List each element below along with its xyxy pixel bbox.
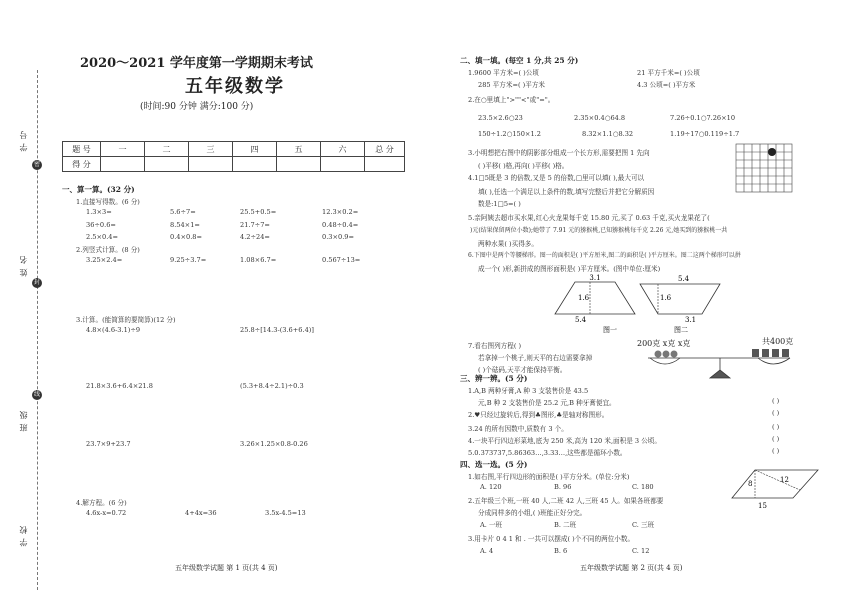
judge-item: 3.24 的所有因数中,质数有 3 个。	[468, 425, 568, 433]
fill-item: ( )平移( )格,再向( )平移( )格。	[478, 162, 569, 170]
score-header-5: 五	[277, 142, 321, 157]
fill-item: 填( ),任选一个满足以上条件的数,填写完整后并把它分解质因	[478, 188, 655, 196]
label-xingming: 姓 名	[19, 255, 28, 277]
fill-item: 7.看右图列方程( )	[468, 342, 522, 350]
parallelogram-figure	[730, 466, 820, 510]
score-header-2: 二	[145, 142, 189, 157]
fill-item: 若拿掉一个桃子,则天平的右边需要拿掉	[478, 354, 593, 362]
calc-item: 12.3×0.2=	[322, 208, 359, 216]
exam-title: 2020～2021 学年度第一学期期末考试	[80, 56, 313, 71]
para-b: 12	[780, 476, 789, 484]
choice-option[interactable]: B. 96	[554, 483, 572, 491]
score-header-0: 题 号	[63, 142, 101, 157]
calc-item: 0.4×0.8=	[170, 233, 203, 241]
balance-scale	[640, 348, 800, 380]
calc-expr: 21.8×3.6+6.4×21.8	[86, 382, 153, 390]
choice-option[interactable]: A. 一班	[480, 521, 503, 529]
para-c: 15	[758, 502, 767, 510]
vertical-calc-item: 9.25÷3.7=	[170, 256, 207, 264]
para-a: 8	[748, 480, 753, 488]
calc-item: 5.6÷7=	[170, 208, 196, 216]
fig2-label: 图二	[674, 326, 688, 334]
fig2-bottom: 3.1	[685, 316, 697, 324]
section-1-title: 一、算一算。(32 分)	[62, 185, 135, 194]
choice-option[interactable]: A. 4	[480, 547, 494, 555]
seal-xian: 线	[33, 391, 40, 398]
fig1-label: 图一	[603, 326, 617, 334]
equation: 4+4x=36	[185, 509, 217, 517]
calc-expr: 3.26×1.25×0.8-0.26	[240, 440, 308, 448]
choice-item: 3.用卡片 0 4 1 和 . 一共可以摆成( )个不同的两位小数。	[468, 535, 635, 543]
q1-title: 1.直接写得数。(6 分)	[76, 198, 140, 206]
score-header-4: 四	[233, 142, 277, 157]
choice-option[interactable]: A. 120	[480, 483, 502, 491]
fig2-h: 1.6	[660, 294, 672, 302]
calc-item: 4.2÷24=	[240, 233, 270, 241]
answer-blank[interactable]: ( )	[772, 423, 780, 431]
fill-item: 数是:1□5=( )	[478, 200, 521, 208]
fill-item: ( )个砝码,天平才能保持平衡。	[478, 366, 567, 374]
fig1-h: 1.6	[578, 294, 590, 302]
fill-item: 21 平方千米=( )公顷	[637, 69, 700, 77]
equation: 4.6x-x=0.72	[86, 509, 127, 517]
fill-item: 两种水果( )买得多。	[478, 240, 538, 248]
left-footer: 五年级数学试题 第 1 页(共 4 页)	[175, 564, 278, 572]
calc-item: 0.48÷0.4=	[322, 221, 359, 229]
fig2-top: 5.4	[678, 275, 690, 283]
label-banji: 班 级	[19, 410, 28, 432]
fill-item: 成一个( )形,新拼成的图形面积是( )平方厘米。(图中单位:厘米)	[478, 265, 661, 273]
judge-item: 5.0.373737,5.86363…,3.33…,这些都是循环小数。	[468, 449, 627, 457]
calc-expr: 25.8÷[14.3-(3.6+6.4)]	[240, 326, 314, 334]
scale-left-label: 200克 x克 x克	[637, 339, 691, 348]
compare-item: 23.5×2.6○23	[478, 114, 523, 122]
score-header-3: 三	[189, 142, 233, 157]
q2-title: 2.列竖式计算。(8 分)	[76, 246, 140, 254]
fill-item: 4.1□5既是 3 的倍数,又是 5 的倍数,□里可以填( ),最大可以	[468, 174, 645, 182]
q3-title: 3.计算。(能简算的要简算)(12 分)	[76, 316, 176, 324]
calc-item: 36÷0.6=	[86, 221, 116, 229]
calc-item: 21.7÷7=	[240, 221, 270, 229]
fill-item: 1.9600 平方米=( )公顷	[468, 69, 539, 77]
choice-option[interactable]: C. 三班	[632, 521, 655, 529]
vertical-calc-item: 3.25×2.4=	[86, 256, 123, 264]
fill-item: )元(结果保留两位小数);她带了 7.91 元的猕猴桃,已知猕猴桃每千克 2.26 元,她买到的猕猴桃一共	[470, 227, 728, 234]
right-footer: 五年级数学试题 第 2 页(共 4 页)	[580, 564, 683, 572]
calc-item: 0.3×0.9=	[322, 233, 355, 241]
answer-blank[interactable]: ( )	[772, 435, 780, 443]
vertical-calc-item: 1.08×6.7=	[240, 256, 277, 264]
scale-right-label: 共400克	[762, 337, 794, 346]
equation: 3.5x-4.5=13	[265, 509, 306, 517]
vertical-calc-item: 0.567÷13=	[322, 256, 361, 264]
fig1-bottom: 5.4	[575, 316, 587, 324]
calc-expr: 4.8×(4.6-3.1)÷9	[86, 326, 141, 334]
compare-item: 150÷1.2○150×1.2	[478, 130, 541, 138]
judge-item: 2.♥只经过旋转后,得到♣图形,♣是轴对称图形。	[468, 411, 609, 419]
section-4-title: 四、选一选。(5 分)	[460, 460, 528, 469]
choice-item: 分成同样多的小组,( )班能正好分完。	[478, 509, 587, 517]
score-header-1: 一	[101, 142, 145, 157]
score-header-7: 总 分	[365, 142, 405, 157]
label-xuexiao: 学 校	[19, 525, 28, 547]
choice-option[interactable]: B. 二班	[554, 521, 577, 529]
compare-item: 1.19÷17○0.119÷1.7	[670, 130, 740, 138]
fill-item: 2.在○里填上">""<"或"="。	[468, 96, 555, 104]
subject-title: 五年级数学	[185, 76, 285, 97]
trapezoid-figure-2	[630, 272, 730, 334]
judge-item: 元,B 种 2 支装售价是 25.2 元,B 种牙膏便宜。	[478, 399, 616, 407]
score-header-6: 六	[321, 142, 365, 157]
answer-blank[interactable]: ( )	[772, 409, 780, 417]
calc-item: 1.3×3=	[86, 208, 112, 216]
choice-item: 1.如右图,平行四边形的面积是( )平方分米。(单位:分米)	[468, 473, 630, 481]
calc-item: 2.5×0.4=	[86, 233, 119, 241]
choice-option[interactable]: C. 12	[632, 547, 650, 555]
seal-mi: 密	[33, 161, 40, 168]
judge-item: 1.A,B 两种牙膏,A 种 3 支装售价是 43.5	[468, 387, 589, 395]
fill-item: 4.3 公顷=( )平方米	[637, 81, 696, 89]
binding-line	[37, 70, 38, 590]
section-3-title: 三、辨一辨。(5 分)	[460, 374, 528, 383]
fill-item: 5.亲阿姨去超市买水果,红心火龙果每千克 15.80 元,买了 0.63 千克,买火龙果花了(	[468, 214, 710, 222]
choice-item: 2.五年级三个班,一班 40 人,二班 42 人,三班 45 人。如果各班都要	[468, 497, 664, 505]
answer-blank[interactable]: ( )	[772, 447, 780, 455]
compare-item: 8.32×1.1○8.32	[582, 130, 634, 138]
compare-item: 2.35×0.4○64.8	[574, 114, 626, 122]
judge-item: 4.一块平行四边形菜地,底为 250 米,高为 120 米,面积是 3 公顷。	[468, 437, 661, 445]
fill-item: 285 平方米=( )平方米	[478, 81, 546, 89]
score-table	[62, 141, 405, 172]
score-row-label: 得 分	[63, 157, 101, 172]
seal-feng: 封	[33, 279, 40, 286]
fill-item: 3.小明想把右图中的阴影部分组成一个长方形,需要把图 1 先向	[468, 149, 650, 157]
section-2-title: 二、填一填。(每空 1 分,共 25 分)	[460, 56, 579, 65]
fill-item: 6.下图中是两个等腰梯形。图一的面积是( )平方厘米,图二的面积是( )平方厘米。图二这两个梯形可以拼	[468, 252, 741, 259]
choice-option[interactable]: C. 180	[632, 483, 654, 491]
compare-item: 7.26÷0.1○7.26×10	[670, 114, 736, 122]
calc-expr: (5.3+8.4÷2.1)÷0.3	[240, 382, 304, 390]
calc-item: 25.5+0.5=	[240, 208, 277, 216]
answer-blank[interactable]: ( )	[772, 397, 780, 405]
q4-title: 4.解方程。(6 分)	[76, 499, 127, 507]
fig1-top: 3.1	[589, 274, 601, 282]
exam-info: (时间:90 分钟 满分:100 分)	[140, 102, 254, 112]
calc-item: 8.54×1=	[170, 221, 200, 229]
label-xuehao: 学 号	[19, 130, 28, 152]
choice-option[interactable]: B. 6	[554, 547, 568, 555]
calc-expr: 23.7×9+23.7	[86, 440, 131, 448]
grid-figure	[735, 143, 793, 193]
